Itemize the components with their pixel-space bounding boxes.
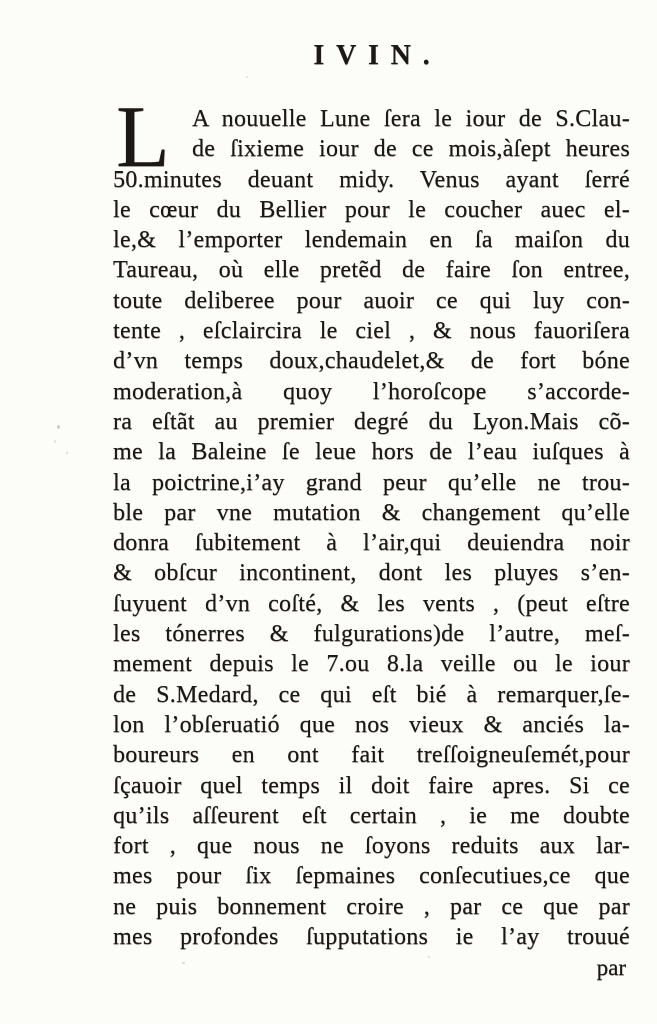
- scan-speck: [57, 425, 60, 429]
- text-line: ſçauoir quel temps il doit faire apres. Si ce: [113, 772, 630, 799]
- text-line: d’vn temps doux,chaudelet,& de fort bóne: [113, 348, 630, 375]
- running-head-month: IVIN.: [313, 40, 442, 71]
- body-text-block: [113, 89, 630, 981]
- text-line: me la Baleine ſe leue hors de l’eau iuſques à: [113, 439, 630, 466]
- text-line: ſuyuent d’vn coſté, & les vents , (peut eſtre: [113, 590, 630, 617]
- drop-cap-initial: L: [116, 89, 170, 186]
- text-line: tente , eſclaircira le ciel , & nous fauoriſera: [113, 318, 630, 345]
- scan-speck: [182, 962, 185, 964]
- text-line: boureurs en ont fait treſſoigneuſemét,pour: [113, 742, 630, 769]
- catchword: par: [596, 955, 626, 981]
- text-line: lon l’obſeruatió que nos vieux & anciés la-: [113, 711, 630, 738]
- text-line: qu’ils aſſeurent eſt certain , ie me doubte: [113, 802, 630, 829]
- text-line: les tónerres & fulgurations)de l’autre, meſ-: [113, 621, 630, 648]
- text-line: toute deliberee pour auoir ce qui luy con-: [113, 287, 630, 314]
- text-line: A nouuelle Lune ſera le iour de S.Clau-: [192, 106, 630, 132]
- text-line: Taureau, où elle pretẽd de faire ſon entree,: [113, 257, 630, 284]
- text-line: mes pour ſix ſepmaines conſecutiues,ce que: [113, 863, 630, 890]
- text-line: la poictrine,i’ay grand peur qu’elle ne trou-: [113, 469, 630, 496]
- text-line: moderation,à quoy l’horoſcope s’accorde-: [113, 378, 630, 405]
- text-line: 50.minutes deuant midy. Venus ayant ſerré: [113, 166, 630, 193]
- scan-speck: [428, 956, 430, 958]
- text-line: fort , que nous ne ſoyons reduits aux lar-: [113, 833, 630, 860]
- text-line: mement depuis le 7.ou 8.la veille ou le iour: [113, 651, 630, 678]
- text-line: le,& l’emporter lendemain en ſa maiſon du: [113, 227, 630, 254]
- text-line: mes profondes ſupputations ie l’ay trouué: [113, 924, 630, 951]
- scan-speck: [54, 440, 56, 443]
- scan-speck: [246, 76, 248, 78]
- text-line: de S.Medard, ce qui eſt bié à remarquer,ſe-: [113, 681, 630, 708]
- text-line: ble par vne mutation & changement qu’elle: [113, 499, 630, 526]
- text-line: de ſixieme iour de ce mois,àſept heures: [192, 136, 630, 163]
- scan-speck: [66, 452, 68, 454]
- text-line: donra ſubitement à l’air,qui deuiendra noir: [113, 530, 630, 557]
- text-line: le cœur du Bellier pour le coucher auec el-: [113, 196, 630, 223]
- text-line: ne puis bonnement croire , par ce que par: [113, 893, 630, 920]
- text-line: ra eſtãt au premier degré du Lyon.Mais cõ-: [113, 408, 630, 435]
- text-line: & obſcur incontinent, dont les pluyes s’en-: [113, 560, 630, 587]
